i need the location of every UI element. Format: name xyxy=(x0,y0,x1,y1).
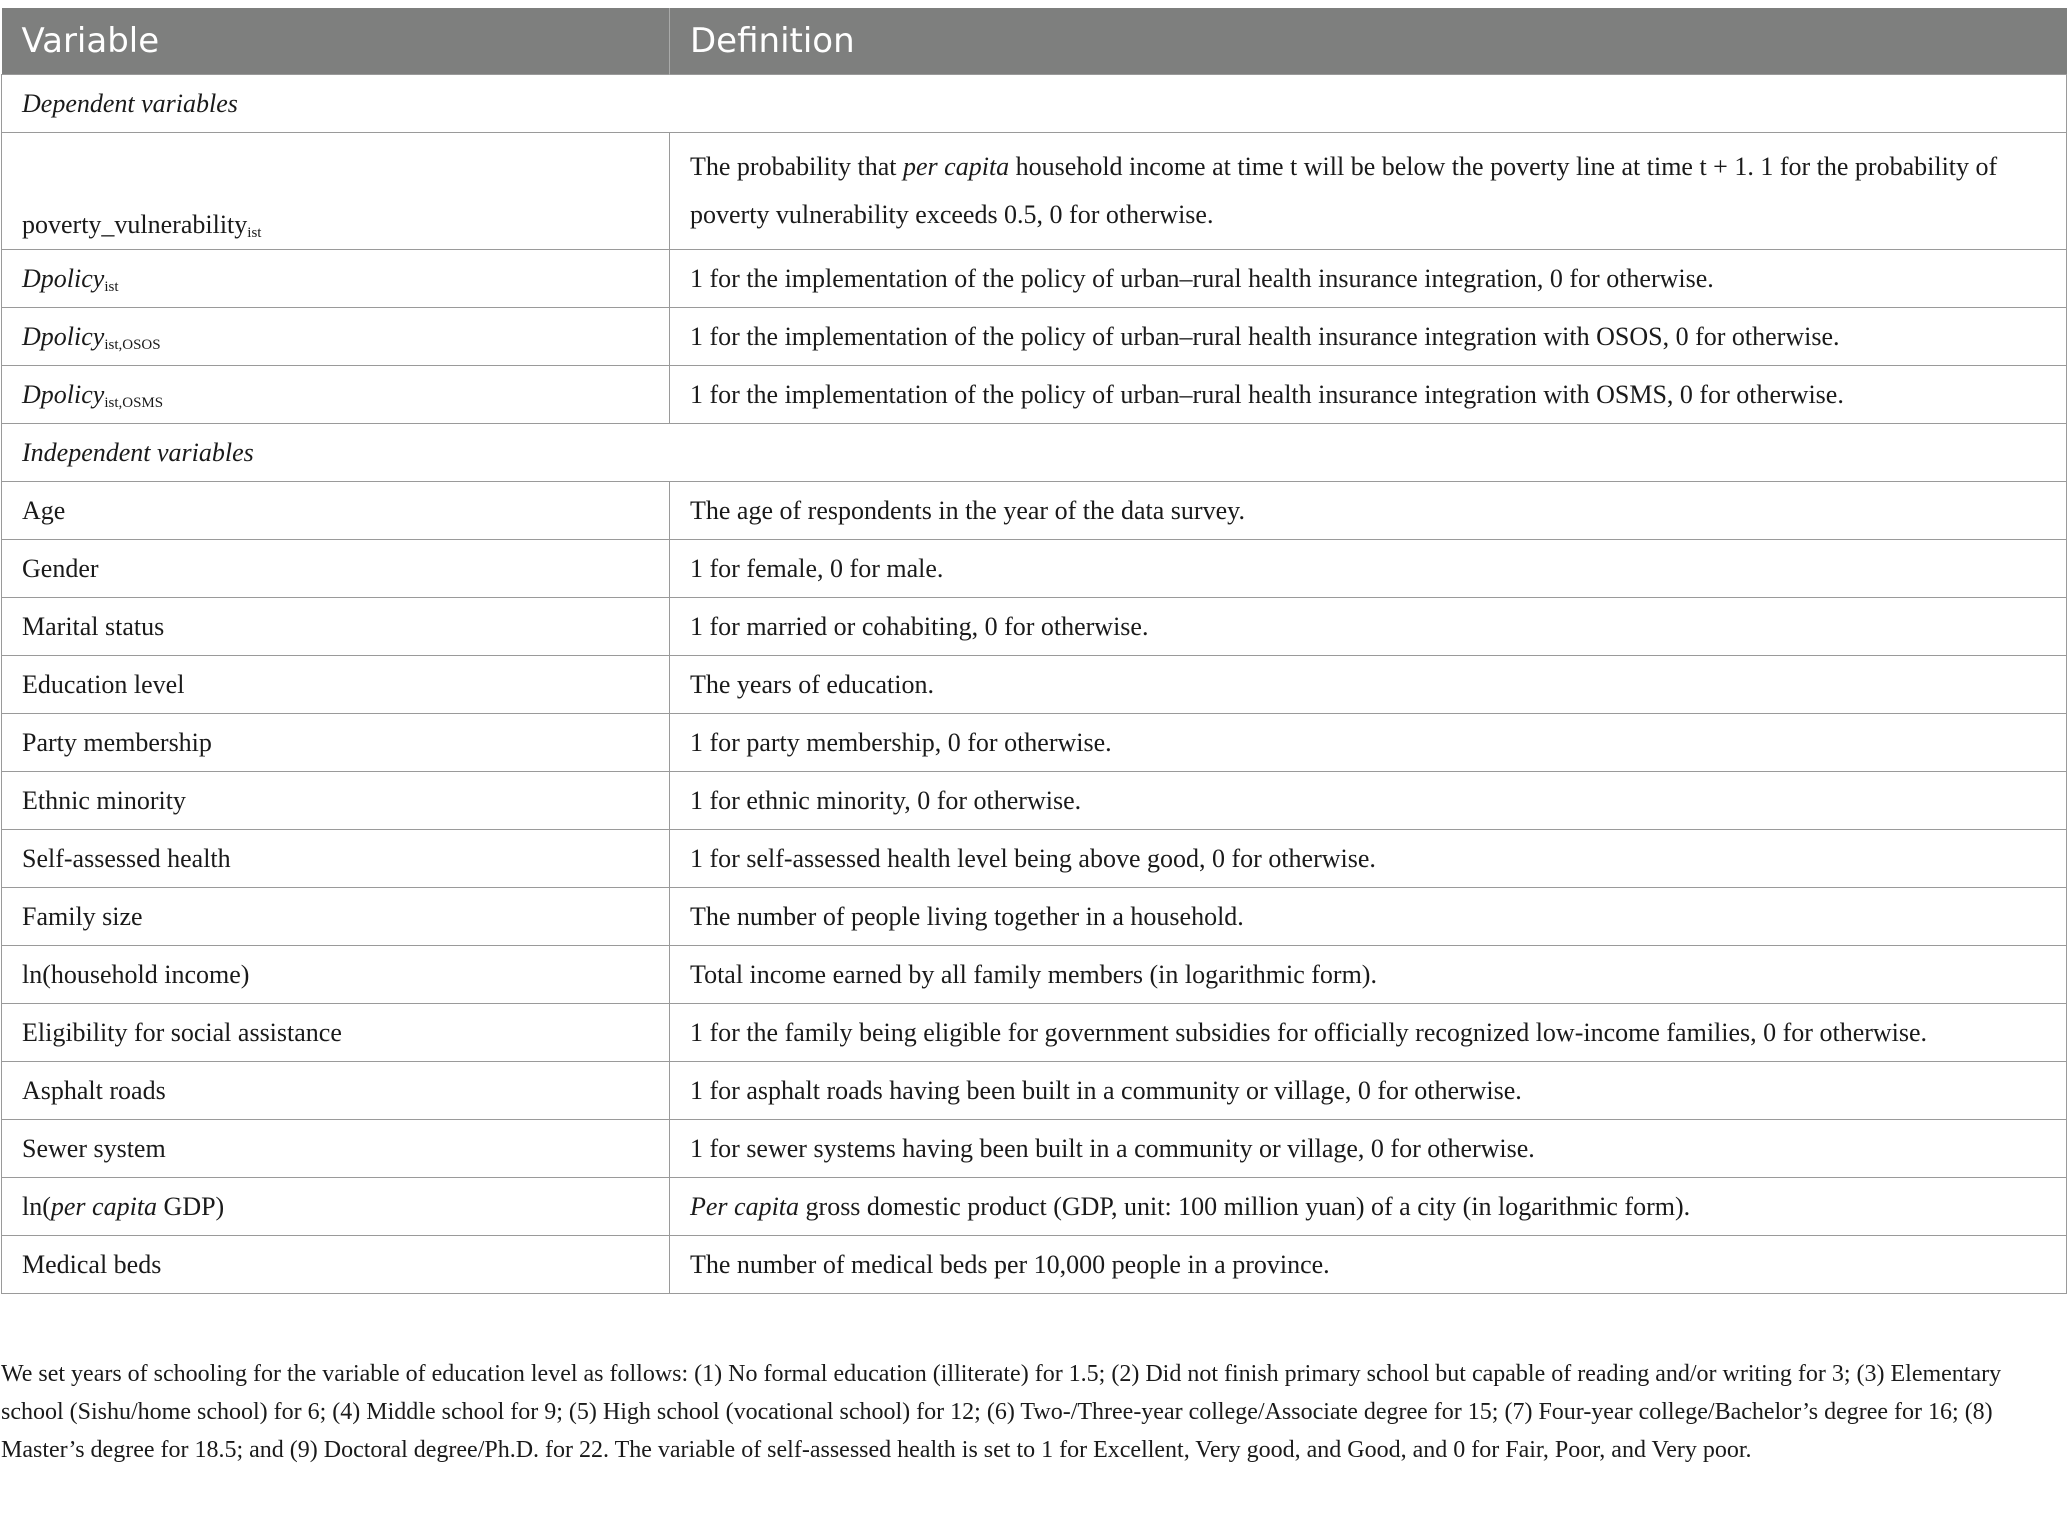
table-footnote: We set years of schooling for the variable of education level as follows: (1) No formal education (illiterate) for 1.5; (2) Did not finish primary school but capable of reading and/or writing for 3; (3) Elementary school (Sishu/home school) for 6; (4) Middle school for 9; (5) High school (vocational school) for 12; (6) Two-/Three-year college/Associate degree for 15; (7) Four-year college/Bachelor’s degree for 16; (8) Master’s degree for 18.5; and (9) Doctoral degree/Ph.D. for 22. The variable of self-assessed health is set to 1 for Excellent, Very good, and Good, and 0 for Fair, Poor, and Very poor. xyxy=(1,1361,2002,1463)
independent-rows xyxy=(2,482,2067,1178)
variable-name: poverty_vulnerability xyxy=(22,210,248,239)
section-title-independent: Independent variables xyxy=(2,424,2067,482)
section-row-independent xyxy=(2,424,2067,482)
definition-cell: Total income earned by all family members (in logarithmic form). xyxy=(670,946,2067,1004)
section-title-dependent: Dependent variables xyxy=(2,75,2067,133)
variable-name: Dpolicy xyxy=(22,379,105,409)
variable-name: Dpolicy xyxy=(22,263,105,293)
variable-cell: Party membership xyxy=(2,714,670,772)
variable-cell: Sewer system xyxy=(2,1120,670,1178)
variable-cell xyxy=(2,133,670,250)
table-row xyxy=(2,308,2067,366)
section-row-dependent xyxy=(2,75,2067,133)
definition-cell: The number of medical beds per 10,000 people in a province. xyxy=(670,1236,2067,1294)
header-variable: Variable xyxy=(2,8,670,75)
table-row xyxy=(2,1004,2067,1062)
definition-cell: 1 for ethnic minority, 0 for otherwise. xyxy=(670,772,2067,830)
definition-cell: 1 for married or cohabiting, 0 for otherwise. xyxy=(670,598,2067,656)
definition-cell: The years of education. xyxy=(670,656,2067,714)
definition-cell: 1 for self-assessed health level being above good, 0 for otherwise. xyxy=(670,830,2067,888)
definition-cell: 1 for party membership, 0 for otherwise. xyxy=(670,714,2067,772)
table-row xyxy=(2,1236,2067,1294)
definition-cell: The age of respondents in the year of the data survey. xyxy=(670,482,2067,540)
variable-cell: ln(household income) xyxy=(2,946,670,1004)
definition-cell: 1 for the implementation of the policy of urban–rural health insurance integration with OSMS, 0 for otherwise. xyxy=(670,366,2067,424)
variable-subscript: ist,OSOS xyxy=(104,336,161,353)
table-row xyxy=(2,946,2067,1004)
variables-table-container xyxy=(0,8,2067,1294)
variable-cell: Asphalt roads xyxy=(2,1062,670,1120)
variable-cell: Medical beds xyxy=(2,1236,670,1294)
variables-table xyxy=(1,8,2067,1294)
variable-cell: Family size xyxy=(2,888,670,946)
table-row xyxy=(2,1062,2067,1120)
table-row xyxy=(2,598,2067,656)
variable-subscript: ist xyxy=(247,225,262,241)
definition-cell: 1 for asphalt roads having been built in a community or village, 0 for otherwise. xyxy=(670,1062,2067,1120)
table-header-row xyxy=(2,8,2067,75)
variable-cell: Eligibility for social assistance xyxy=(2,1004,670,1062)
variable-cell: Marital status xyxy=(2,598,670,656)
table-row xyxy=(2,656,2067,714)
variable-cell: Ethnic minority xyxy=(2,772,670,830)
definition-cell: 1 for the family being eligible for government subsidies for officially recognized low-income families, 0 for otherwise. xyxy=(670,1004,2067,1062)
variable-cell xyxy=(2,308,670,366)
definition-text: household income at time t will be below the poverty line at time t + 1. 1 for the probability of poverty vulnerability exceeds 0.5, 0 for otherwise. xyxy=(690,152,1998,229)
table-row xyxy=(2,888,2067,946)
definition-cell: 1 for female, 0 for male. xyxy=(670,540,2067,598)
variable-name: ln( xyxy=(22,1191,51,1221)
variable-subscript: ist xyxy=(104,278,119,295)
table-row xyxy=(2,540,2067,598)
definition-italic: per capita xyxy=(903,152,1010,181)
variable-name-italic: per capita xyxy=(50,1191,158,1221)
table-row xyxy=(2,1178,2067,1236)
header-definition: Definition xyxy=(670,8,2067,75)
table-row xyxy=(2,250,2067,308)
variable-cell: Education level xyxy=(2,656,670,714)
variable-cell: Gender xyxy=(2,540,670,598)
variable-name: Dpolicy xyxy=(22,321,105,351)
variable-cell xyxy=(2,1178,670,1236)
table-row xyxy=(2,772,2067,830)
variable-cell: Age xyxy=(2,482,670,540)
variable-cell: Self-assessed health xyxy=(2,830,670,888)
definition-cell: The number of people living together in a household. xyxy=(670,888,2067,946)
definition-cell: 1 for sewer systems having been built in a community or village, 0 for otherwise. xyxy=(670,1120,2067,1178)
table-row xyxy=(2,714,2067,772)
definition-text: gross domestic product (GDP, unit: 100 million yuan) of a city (in logarithmic form). xyxy=(799,1191,1691,1221)
variable-cell xyxy=(2,250,670,308)
definition-cell xyxy=(670,1178,2067,1236)
definition-cell: 1 for the implementation of the policy of urban–rural health insurance integration, 0 for otherwise. xyxy=(670,250,2067,308)
table-row xyxy=(2,133,2067,250)
table-row xyxy=(2,482,2067,540)
definition-cell: 1 for the implementation of the policy of urban–rural health insurance integration with OSOS, 0 for otherwise. xyxy=(670,308,2067,366)
table-row xyxy=(2,830,2067,888)
variable-cell xyxy=(2,366,670,424)
table-row xyxy=(2,1120,2067,1178)
variable-name: GDP) xyxy=(157,1191,225,1221)
definition-cell xyxy=(670,133,2067,250)
definition-italic: Per capita xyxy=(690,1191,800,1221)
variable-subscript: ist,OSMS xyxy=(104,394,164,411)
definition-text: The probability that xyxy=(690,152,904,181)
table-row xyxy=(2,366,2067,424)
